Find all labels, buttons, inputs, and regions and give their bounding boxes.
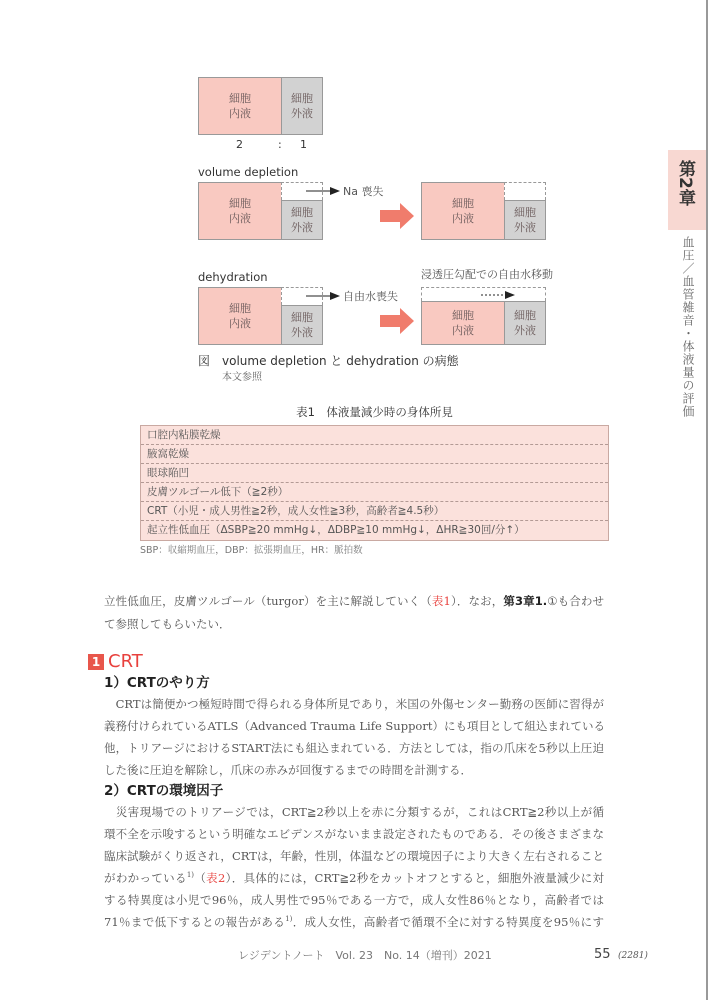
citation[interactable]: 1)	[285, 915, 293, 924]
ecf-box: 細胞 外液	[281, 200, 323, 240]
shift-arrow-icon	[481, 290, 515, 300]
chapter-label: 第2章	[675, 160, 695, 206]
icf-box: 細胞 内液	[421, 182, 505, 240]
transition-arrow-icon	[380, 203, 414, 229]
table-row: 眼球陥凹	[141, 464, 608, 483]
findings-table	[140, 425, 609, 541]
dh-loss: 自由水喪失	[343, 290, 398, 303]
icf-box: 細胞 内液	[421, 301, 505, 345]
icf-box: 細胞 内液	[198, 287, 282, 345]
section-number: 1	[88, 654, 104, 670]
table-title: 表1 体液量減少時の身体所見	[296, 405, 453, 419]
loss-arrow-icon	[306, 291, 340, 301]
text: 立性低血圧，皮膚ツルゴール（turgor）を主に解説していく（	[104, 594, 432, 608]
dh-shift: 浸透圧勾配での自由水移動	[421, 268, 553, 281]
paragraph-line: 臨床試験がくり返され，CRTは，年齢，性別，体温などの環境因子により大きく左右されること	[104, 849, 604, 863]
figure-mark: 図	[198, 354, 211, 368]
text: ①も合わせ	[547, 594, 605, 608]
vd-label: volume depletion	[198, 165, 299, 179]
table-row: 皮膚ツルゴール低下（≧2秒）	[141, 483, 608, 502]
figure-caption-sub: 本文参照	[222, 372, 262, 383]
subheading: 2）CRTの環境因子	[104, 783, 224, 799]
chapter-ref: 第3章1.	[503, 594, 548, 608]
paragraph-line: した後に圧迫を解除し，爪床の赤みが回復するまでの時間を計測する．	[104, 763, 472, 777]
paragraph-line: 災害現場でのトリアージでは，CRT≧2秒以上を赤に分類するが，これはCRT≧2秒以上が循	[104, 805, 604, 819]
icf-box: 細胞 内液	[198, 77, 282, 135]
ecf-box: 細胞 外液	[504, 301, 546, 345]
page-total: (2281)	[618, 951, 648, 961]
transition-arrow-icon	[380, 308, 414, 334]
table-row: CRT（小児・成人男性≧2秒，成人女性≧3秒，高齢者≧4.5秒）	[141, 502, 608, 521]
loss-arrow-icon	[306, 186, 340, 196]
intro-line	[104, 592, 604, 610]
paragraph-line: がわかっている$^{1)}$（表2）．具体的には，CRT≧2秒をカットオフとすると，細胞外液量減少に対	[104, 871, 605, 885]
paragraph-line: 義務付けられているATLS（Advanced Trauma Life Support）にも項目として組込まれている	[104, 719, 605, 733]
table-ref-link[interactable]: 表2	[206, 871, 226, 885]
ecf-box: 細胞 外液	[504, 200, 546, 240]
lost-volume	[504, 182, 546, 200]
dh-label: dehydration	[198, 270, 268, 284]
text: ．成人女性，高齢者で循環不全に対する特異度を95％にす	[292, 915, 604, 929]
paragraph-line	[104, 913, 604, 931]
text: がわかっている	[104, 871, 187, 885]
chapter-title: 血圧／血管雑音・体液量の評価	[681, 236, 695, 418]
table-ref-link[interactable]: 表1	[431, 594, 451, 608]
ratio-right: 1	[300, 138, 307, 151]
intro-line: て参照してもらいたい．	[104, 617, 231, 631]
figure-caption: volume depletion と dehydration の病態	[222, 354, 459, 368]
ratio-left: 2	[236, 138, 243, 151]
ecf-box: 細胞 外液	[281, 305, 323, 345]
paragraph-line: 他，トリアージにおけるSTART法にも組込まれている．方法としては，指の爪床を5秒以上圧迫	[104, 741, 604, 755]
subheading: 1）CRTのやり方	[104, 675, 210, 691]
section-title: CRT	[108, 651, 143, 672]
table-note: SBP：収縮期血圧，DBP：拡張期血圧，HR：脈拍数	[140, 545, 363, 556]
table-row: 腋窩乾燥	[141, 445, 608, 464]
text: 71％まで低下するとの報告がある	[104, 915, 286, 929]
ratio-sep: :	[278, 138, 282, 151]
text: ．具体的には，CRT≧2秒をカットオフとすると，細胞外液量減少に対	[231, 871, 605, 885]
paragraph-line: する特異度は小児で96％，成人男性で95％である一方で，成人女性86％となり，高齢者では	[104, 893, 604, 907]
vd-loss: Na 喪失	[343, 185, 384, 198]
paragraph-line: 環不全を示唆するという明確なエビデンスがないまま設定されたものである．その後さまざまな	[104, 827, 604, 841]
paragraph-line: CRTは簡便かつ極短時間で得られる身体所見であり，米国の外傷センター勤務の医師に習得が	[104, 697, 604, 711]
icf-box: 細胞 内液	[198, 182, 282, 240]
page-number: 55	[594, 947, 611, 962]
citation[interactable]: 1)	[186, 871, 194, 880]
table-row: 起立性低血圧（ΔSBP≧20 mmHg↓，ΔDBP≧10 mmHg↓，ΔHR≧30回/分↑）	[147, 524, 525, 536]
footer-journal: レジデントノート Vol. 23 No. 14（増刊）2021	[238, 949, 492, 962]
ecf-box: 細胞 外液	[281, 77, 323, 135]
text: ）．なお，	[450, 594, 504, 608]
table-row: 口腔内粘膜乾燥	[141, 426, 608, 445]
